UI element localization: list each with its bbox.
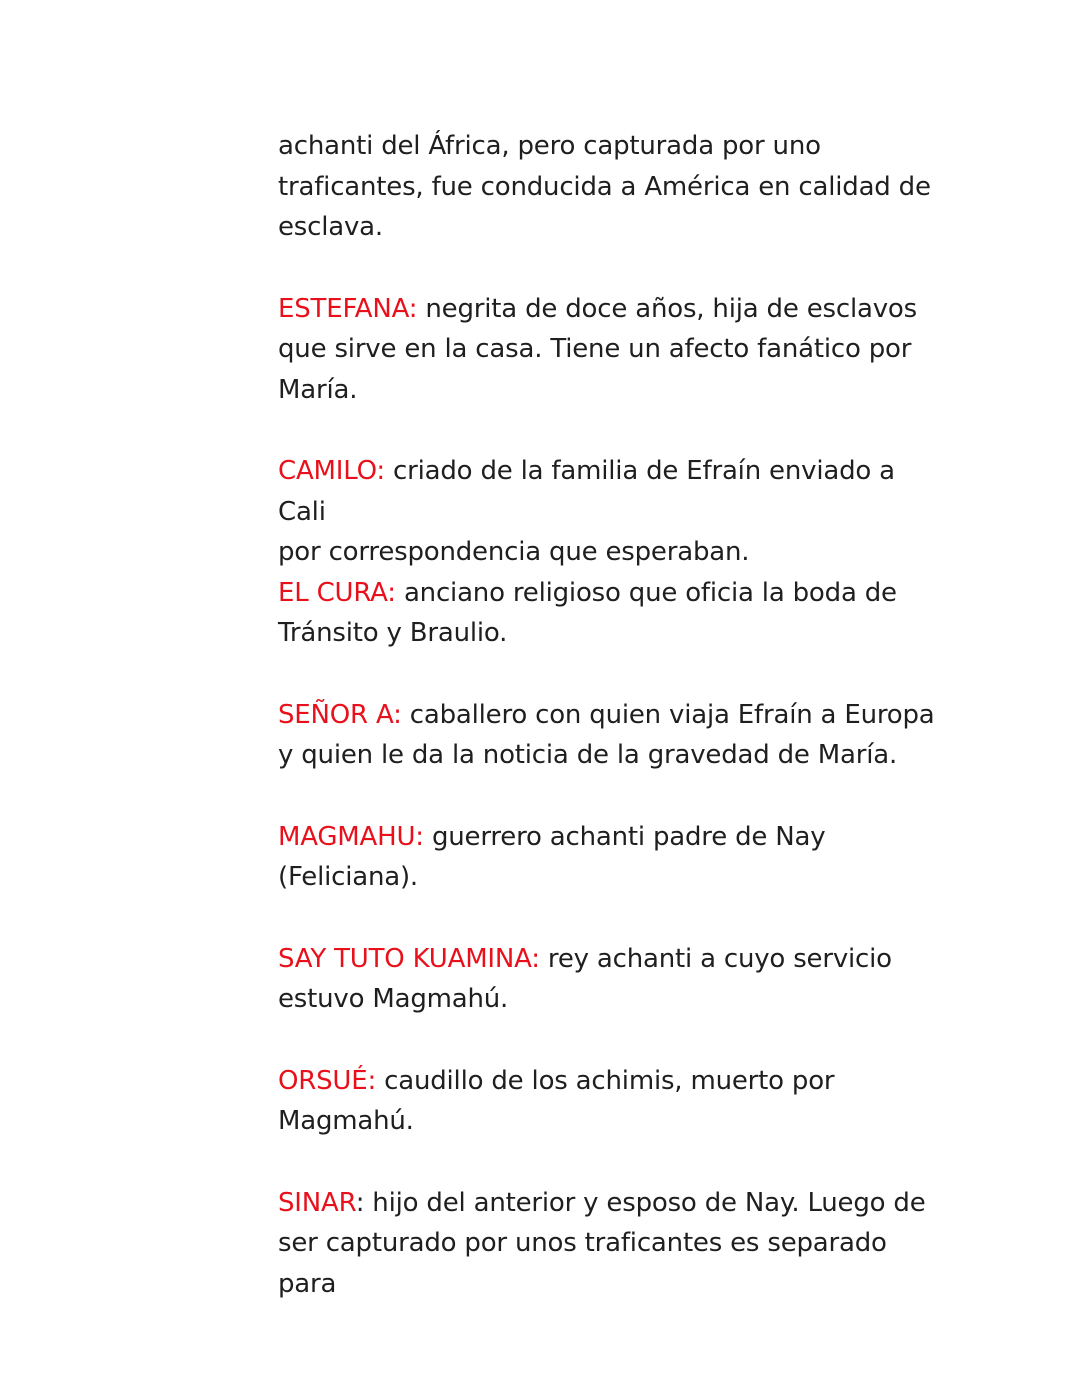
entry-magmahu xyxy=(278,817,938,898)
character-name: MAGMAHU: xyxy=(278,821,424,852)
entry-el-cura xyxy=(278,573,938,654)
paragraph-spacer xyxy=(278,776,938,817)
intro-paragraph xyxy=(278,126,938,248)
intro-line: achanti del África, pero capturada por uno xyxy=(278,131,821,161)
character-name: CAMILO: xyxy=(278,456,385,486)
entry-senor-a xyxy=(278,695,938,776)
character-name: EL CURA: xyxy=(278,577,396,608)
paragraph-spacer xyxy=(278,248,938,289)
intro-line: esclava. xyxy=(278,212,383,242)
entry-text: María. xyxy=(278,374,358,405)
entry-text: criado de la familia de Efraín enviado a Cali xyxy=(278,456,895,527)
character-name: SEÑOR A: xyxy=(278,699,402,730)
paragraph-spacer xyxy=(278,898,938,939)
entry-text: estuvo Magmahú. xyxy=(278,984,509,1014)
entry-text: rey achanti a cuyo servicio xyxy=(539,943,892,974)
entry-text: caudillo de los achimis, muerto por xyxy=(376,1065,835,1096)
character-name: SINAR xyxy=(278,1187,356,1218)
entry-text: anciano religioso que oficia la boda de xyxy=(395,577,897,608)
entry-text: guerrero achanti padre de Nay xyxy=(423,821,826,852)
paragraph-spacer xyxy=(278,654,938,695)
entry-camilo xyxy=(278,451,938,573)
entry-text: (Feliciana). xyxy=(278,862,418,892)
entry-text: caballero con quien viaja Efraín a Europa xyxy=(401,699,935,730)
entry-estefana xyxy=(278,289,938,411)
character-name: ESTEFANA: xyxy=(278,293,418,324)
entry-text: : hijo del anterior y esposo de Nay. Luego de xyxy=(355,1187,926,1218)
paragraph-spacer xyxy=(278,1142,938,1183)
entry-orsue xyxy=(278,1061,938,1142)
paragraph-spacer xyxy=(278,410,938,451)
entry-text: ser capturado por unos traficantes es separado para xyxy=(278,1228,887,1299)
document-page xyxy=(278,126,938,1304)
paragraph-spacer xyxy=(278,1020,938,1061)
entry-text: por correspondencia que esperaban. xyxy=(278,537,750,567)
entry-text: que sirve en la casa. Tiene un afecto fanático por xyxy=(278,334,912,364)
entry-text: Magmahú. xyxy=(278,1106,414,1136)
intro-line: traficantes, fue conducida a América en calidad de xyxy=(278,171,931,202)
entry-sinar xyxy=(278,1183,938,1305)
entry-text: y quien le da la noticia de la gravedad de María. xyxy=(278,740,898,770)
character-name: ORSUÉ: xyxy=(278,1065,377,1096)
entry-say-tuto-kuamina xyxy=(278,939,938,1020)
entry-text: Tránsito y Braulio. xyxy=(278,618,508,648)
entry-text: negrita de doce años, hija de esclavos xyxy=(417,293,917,324)
character-name: SAY TUTO KUAMINA: xyxy=(278,943,540,974)
